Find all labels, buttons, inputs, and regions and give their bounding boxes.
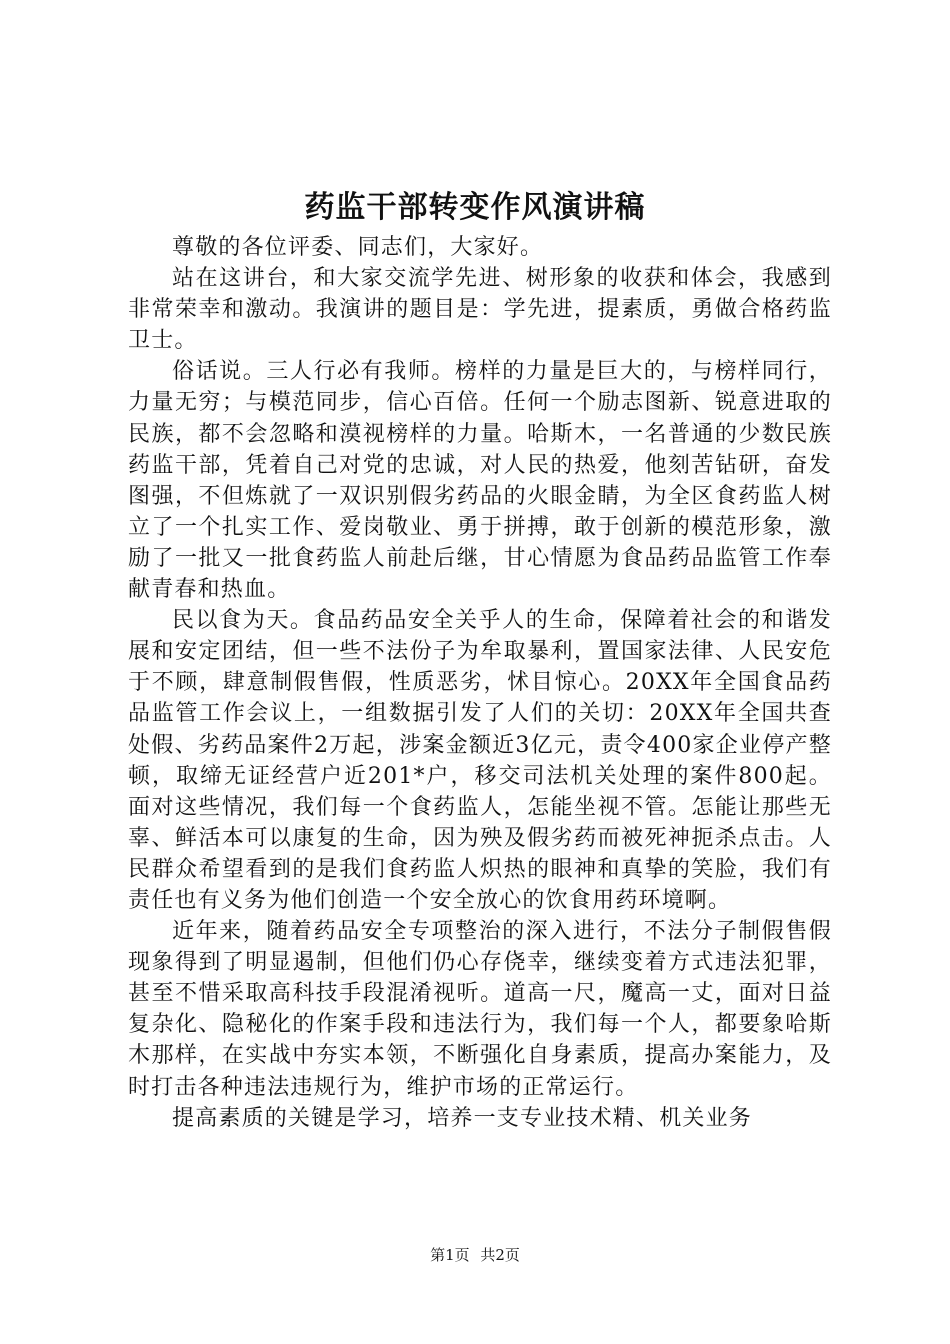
page-footer <box>0 1244 950 1266</box>
paragraph-role-model: 俗话说。三人行必有我师。榜样的力量是巨大的，与榜样同行，力量无穷；与模范同步，信心百倍。任何一个励志图新、锐意进取的民族，都不会忽略和漠视榜样的力量。哈斯木，一名普通的少数民族药监干部，凭着自己对党的忠诚，对人民的热爱，他刻苦钻研，奋发图强，不但炼就了一双识别假劣药品的火眼金睛，为全区食药监人树立了一个扎实工作、爱岗敬业、勇于拼搏，敢于创新的模范形象，激励了一批又一批食药监人前赴后继，甘心情愿为食品药品监管工作奉献青春和热血。 <box>128 359 832 603</box>
page-number: 第1页 <box>430 1246 470 1264</box>
paragraph-intro: 站在这讲台，和大家交流学先进、树形象的收获和体会，我感到非常荣幸和激动。我演讲的题目是：学先进，提素质，勇做合格药监卫士。 <box>128 266 832 354</box>
paragraph-learning: 提高素质的关键是学习，培养一支专业技术精、机关业务 <box>172 1105 753 1131</box>
paragraph-recent-years: 近年来，随着药品安全专项整治的深入进行，不法分子制假售假现象得到了明显遏制，但他们仍心存侥幸，继续变着方式违法犯罪，甚至不惜采取高科技手段混淆视听。道高一尺，魔高一丈，面对日益复杂化、隐秘化的作案手段和违法行为，我们每一个人，都要象哈斯木那样，在实战中夯实本领，不断强化自身素质，提高办案能力，及时打击各种违法违规行为，维护市场的正常运行。 <box>128 919 832 1100</box>
paragraph-food-safety: 民以食为天。食品药品安全关乎人的生命，保障着社会的和谐发展和安定团结，但一些不法份子为牟取暴利，置国家法律、人民安危于不顾，肆意制假售假，性质恶劣，怵目惊心。20XX年全国食品药品监管工作会议上，一组数据引发了人们的关切：20XX年全国共查处假、劣药品案件2万起，涉案金额近3亿元，责令400家企业停产整顿，取缔无证经营户近201*户，移交司法机关处理的案件800起。面对这些情况，我们每一个食药监人，怎能坐视不管。怎能让那些无辜、鲜活本可以康复的生命，因为殃及假劣药而被死神扼杀点击。人民群众希望看到的是我们食药监人炽热的眼神和真挚的笑脸，我们有责任也有义务为他们创造一个安全放心的饮食用药环境啊。 <box>128 608 832 913</box>
document-body <box>128 232 832 1134</box>
paragraph-greeting: 尊敬的各位评委、同志们，大家好。 <box>172 235 544 260</box>
document-title: 药监干部转变作风演讲稿 <box>304 190 646 225</box>
page-total: 共2页 <box>480 1246 520 1264</box>
